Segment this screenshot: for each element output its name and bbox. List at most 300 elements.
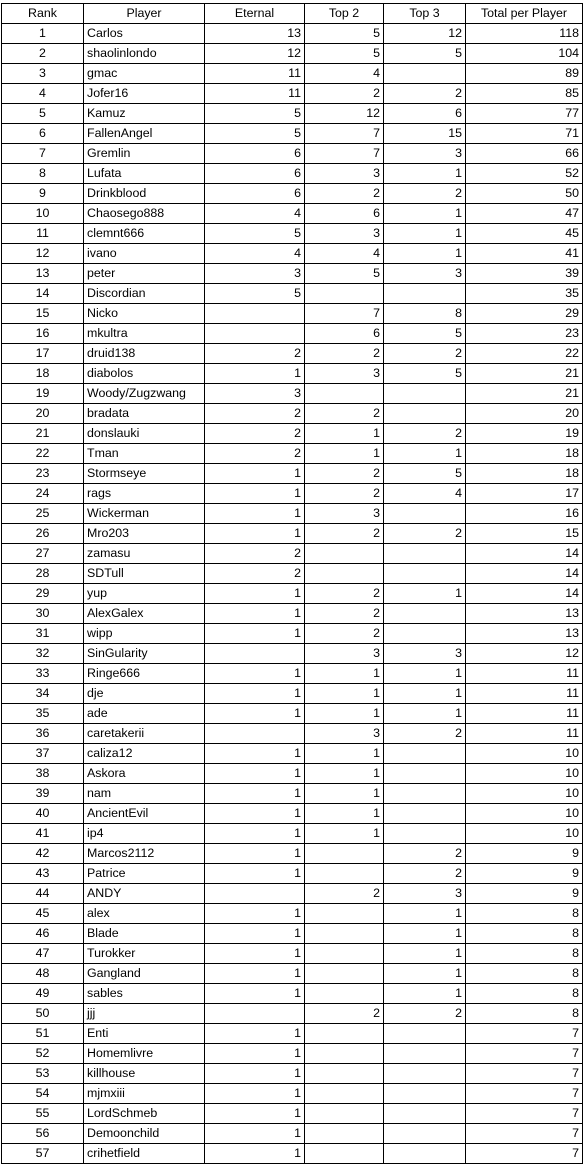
top3-cell: 2 [384,524,466,544]
top3-cell: 5 [384,44,466,64]
rank-cell: 57 [2,1144,84,1164]
total-cell: 35 [466,284,583,304]
total-cell: 104 [466,44,583,64]
total-cell: 7 [466,1104,583,1124]
player-cell: Turokker [84,944,205,964]
rank-cell: 46 [2,924,84,944]
top3-cell: 1 [384,964,466,984]
top3-cell [384,804,466,824]
top2-cell: 7 [305,304,384,324]
table-row [2,384,583,404]
table-row [2,24,583,44]
player-cell: caliza12 [84,744,205,764]
top3-cell [384,284,466,304]
top3-cell: 2 [384,84,466,104]
eternal-cell: 6 [205,144,305,164]
player-cell: druid138 [84,344,205,364]
eternal-cell: 1 [205,664,305,684]
table-row [2,564,583,584]
top3-cell: 1 [384,584,466,604]
player-cell: sables [84,984,205,1004]
top3-cell: 3 [384,884,466,904]
top2-cell: 4 [305,64,384,84]
player-cell: mjmxiii [84,1084,205,1104]
top2-cell [305,1064,384,1084]
header-total: Total per Player [466,4,583,24]
top2-cell: 2 [305,584,384,604]
rank-cell: 24 [2,484,84,504]
eternal-cell: 1 [205,864,305,884]
player-cell: Askora [84,764,205,784]
rank-cell: 19 [2,384,84,404]
eternal-cell: 11 [205,84,305,104]
rank-cell: 1 [2,24,84,44]
rank-cell: 4 [2,84,84,104]
player-cell: bradata [84,404,205,424]
player-cell: wipp [84,624,205,644]
table-row [2,824,583,844]
rank-cell: 14 [2,284,84,304]
player-cell: SDTull [84,564,205,584]
top2-cell [305,964,384,984]
top3-cell: 8 [384,304,466,324]
table-row [2,164,583,184]
rank-cell: 32 [2,644,84,664]
rank-cell: 51 [2,1024,84,1044]
top2-cell: 6 [305,204,384,224]
table-row [2,404,583,424]
total-cell: 8 [466,984,583,1004]
player-cell: FallenAngel [84,124,205,144]
eternal-cell: 6 [205,164,305,184]
rank-cell: 6 [2,124,84,144]
table-row [2,184,583,204]
eternal-cell: 3 [205,384,305,404]
total-cell: 45 [466,224,583,244]
total-cell: 10 [466,744,583,764]
player-cell: Gremlin [84,144,205,164]
top2-cell: 1 [305,804,384,824]
rank-cell: 21 [2,424,84,444]
top2-cell: 4 [305,244,384,264]
header-row [2,4,583,24]
top2-cell: 2 [305,524,384,544]
rank-cell: 54 [2,1084,84,1104]
player-cell: crihetfield [84,1144,205,1164]
eternal-cell: 1 [205,484,305,504]
top2-cell: 7 [305,124,384,144]
table-row [2,464,583,484]
table-row [2,684,583,704]
rank-cell: 31 [2,624,84,644]
rank-cell: 35 [2,704,84,724]
player-cell: Jofer16 [84,84,205,104]
total-cell: 41 [466,244,583,264]
eternal-cell: 2 [205,544,305,564]
top2-cell: 2 [305,344,384,364]
eternal-cell: 1 [205,1044,305,1064]
top3-cell [384,1104,466,1124]
eternal-cell: 1 [205,804,305,824]
rank-cell: 27 [2,544,84,564]
table-row [2,64,583,84]
player-cell: Enti [84,1024,205,1044]
rank-cell: 34 [2,684,84,704]
player-cell: shaolinlondo [84,44,205,64]
eternal-cell: 6 [205,184,305,204]
eternal-cell: 1 [205,844,305,864]
eternal-cell: 1 [205,604,305,624]
total-cell: 21 [466,384,583,404]
eternal-cell: 1 [205,1064,305,1084]
top2-cell [305,284,384,304]
total-cell: 8 [466,964,583,984]
rank-cell: 56 [2,1124,84,1144]
header-eternal: Eternal [205,4,305,24]
top2-cell: 12 [305,104,384,124]
top2-cell [305,544,384,564]
total-cell: 11 [466,724,583,744]
eternal-cell: 1 [205,824,305,844]
top2-cell: 2 [305,1004,384,1024]
rank-cell: 12 [2,244,84,264]
total-cell: 7 [466,1124,583,1144]
rank-cell: 16 [2,324,84,344]
rank-cell: 41 [2,824,84,844]
total-cell: 8 [466,944,583,964]
table-row [2,84,583,104]
eternal-cell: 1 [205,904,305,924]
top2-cell: 2 [305,604,384,624]
top3-cell: 1 [384,904,466,924]
rank-cell: 38 [2,764,84,784]
top3-cell [384,1124,466,1144]
top3-cell [384,544,466,564]
total-cell: 18 [466,444,583,464]
top3-cell: 5 [384,364,466,384]
table-row [2,484,583,504]
table-row [2,364,583,384]
table-row [2,864,583,884]
player-cell: rags [84,484,205,504]
eternal-cell [205,724,305,744]
top2-cell [305,1124,384,1144]
total-cell: 7 [466,1144,583,1164]
top3-cell: 1 [384,984,466,1004]
total-cell: 14 [466,564,583,584]
rank-cell: 48 [2,964,84,984]
table-row [2,644,583,664]
top3-cell: 3 [384,264,466,284]
total-cell: 21 [466,364,583,384]
top3-cell: 4 [384,484,466,504]
table-row [2,144,583,164]
top2-cell: 2 [305,884,384,904]
player-cell: alex [84,904,205,924]
table-row [2,604,583,624]
top2-cell: 5 [305,24,384,44]
top3-cell: 15 [384,124,466,144]
top2-cell [305,844,384,864]
table-row [2,584,583,604]
top3-cell: 6 [384,104,466,124]
top3-cell: 2 [384,424,466,444]
top3-cell: 1 [384,164,466,184]
rank-cell: 26 [2,524,84,544]
table-row [2,444,583,464]
eternal-cell: 1 [205,464,305,484]
eternal-cell: 2 [205,404,305,424]
rank-cell: 44 [2,884,84,904]
rank-cell: 8 [2,164,84,184]
eternal-cell [205,644,305,664]
top3-cell [384,384,466,404]
top3-cell: 2 [384,184,466,204]
total-cell: 9 [466,844,583,864]
table-row [2,1104,583,1124]
header-player: Player [84,4,205,24]
table-row [2,544,583,564]
top3-cell: 1 [384,704,466,724]
table-row [2,204,583,224]
player-cell: ANDY [84,884,205,904]
player-cell: SinGularity [84,644,205,664]
top2-cell: 1 [305,704,384,724]
player-cell: Kamuz [84,104,205,124]
player-cell: peter [84,264,205,284]
top2-cell [305,944,384,964]
total-cell: 10 [466,784,583,804]
rank-cell: 22 [2,444,84,464]
rank-cell: 23 [2,464,84,484]
player-cell: Patrice [84,864,205,884]
top2-cell: 3 [305,364,384,384]
table-row [2,664,583,684]
table-row [2,104,583,124]
table-row [2,524,583,544]
eternal-cell: 1 [205,784,305,804]
table-row [2,944,583,964]
top3-cell [384,564,466,584]
eternal-cell: 1 [205,704,305,724]
player-cell: jjj [84,1004,205,1024]
player-cell: Carlos [84,24,205,44]
rank-cell: 43 [2,864,84,884]
player-cell: Gangland [84,964,205,984]
top3-cell [384,1064,466,1084]
total-cell: 23 [466,324,583,344]
player-cell: diabolos [84,364,205,384]
player-cell: Demoonchild [84,1124,205,1144]
top2-cell: 2 [305,624,384,644]
rank-cell: 3 [2,64,84,84]
table-row [2,924,583,944]
eternal-cell: 11 [205,64,305,84]
header-top3: Top 3 [384,4,466,24]
top3-cell: 2 [384,864,466,884]
player-cell: Nicko [84,304,205,324]
table-row [2,784,583,804]
top2-cell: 1 [305,444,384,464]
top3-cell [384,1044,466,1064]
top3-cell [384,1024,466,1044]
top2-cell: 7 [305,144,384,164]
table-row [2,324,583,344]
table-body [2,24,583,1164]
total-cell: 9 [466,864,583,884]
total-cell: 13 [466,624,583,644]
top3-cell: 1 [384,664,466,684]
eternal-cell: 1 [205,1084,305,1104]
table-row [2,1004,583,1024]
rank-cell: 7 [2,144,84,164]
table-row [2,1024,583,1044]
table-row [2,284,583,304]
total-cell: 77 [466,104,583,124]
player-cell: clemnt666 [84,224,205,244]
table-row [2,984,583,1004]
eternal-cell [205,304,305,324]
top3-cell [384,404,466,424]
top2-cell [305,924,384,944]
total-cell: 66 [466,144,583,164]
rank-cell: 9 [2,184,84,204]
total-cell: 18 [466,464,583,484]
top3-cell: 5 [384,464,466,484]
eternal-cell: 5 [205,124,305,144]
total-cell: 14 [466,544,583,564]
top3-cell [384,764,466,784]
rank-cell: 37 [2,744,84,764]
eternal-cell: 1 [205,984,305,1004]
player-cell: ade [84,704,205,724]
rank-cell: 47 [2,944,84,964]
top2-cell: 1 [305,784,384,804]
eternal-cell: 1 [205,524,305,544]
rank-cell: 18 [2,364,84,384]
top3-cell [384,824,466,844]
table-row [2,264,583,284]
table-row [2,304,583,324]
top2-cell [305,1044,384,1064]
top2-cell: 2 [305,84,384,104]
rank-cell: 29 [2,584,84,604]
total-cell: 14 [466,584,583,604]
top3-cell: 2 [384,844,466,864]
rank-cell: 5 [2,104,84,124]
player-cell: yup [84,584,205,604]
eternal-cell: 1 [205,924,305,944]
top3-cell: 1 [384,444,466,464]
top3-cell: 1 [384,224,466,244]
top2-cell [305,904,384,924]
top3-cell: 1 [384,684,466,704]
eternal-cell: 2 [205,444,305,464]
eternal-cell: 2 [205,424,305,444]
player-cell: ivano [84,244,205,264]
top2-cell: 3 [305,644,384,664]
rank-cell: 30 [2,604,84,624]
rank-cell: 50 [2,1004,84,1024]
player-cell: mkultra [84,324,205,344]
player-cell: Ringe666 [84,664,205,684]
total-cell: 22 [466,344,583,364]
eternal-cell: 13 [205,24,305,44]
top2-cell: 5 [305,44,384,64]
total-cell: 47 [466,204,583,224]
table-row [2,1044,583,1064]
player-cell: Marcos2112 [84,844,205,864]
eternal-cell: 1 [205,1144,305,1164]
table-row [2,1144,583,1164]
table-row [2,844,583,864]
table-row [2,224,583,244]
rank-cell: 49 [2,984,84,1004]
total-cell: 10 [466,764,583,784]
total-cell: 89 [466,64,583,84]
top2-cell: 3 [305,224,384,244]
eternal-cell [205,324,305,344]
total-cell: 7 [466,1084,583,1104]
rank-cell: 2 [2,44,84,64]
top2-cell: 2 [305,184,384,204]
table-row [2,904,583,924]
total-cell: 29 [466,304,583,324]
total-cell: 10 [466,804,583,824]
player-cell: killhouse [84,1064,205,1084]
rank-cell: 13 [2,264,84,284]
top3-cell: 2 [384,724,466,744]
total-cell: 17 [466,484,583,504]
rank-cell: 39 [2,784,84,804]
player-cell: Drinkblood [84,184,205,204]
rank-cell: 42 [2,844,84,864]
top3-cell [384,744,466,764]
top2-cell [305,564,384,584]
table-row [2,1064,583,1084]
total-cell: 15 [466,524,583,544]
top2-cell: 1 [305,764,384,784]
rank-cell: 45 [2,904,84,924]
rank-cell: 20 [2,404,84,424]
eternal-cell: 3 [205,264,305,284]
total-cell: 118 [466,24,583,44]
total-cell: 9 [466,884,583,904]
player-cell: Mro203 [84,524,205,544]
player-cell: zamasu [84,544,205,564]
total-cell: 71 [466,124,583,144]
player-cell: Woody/Zugzwang [84,384,205,404]
eternal-cell: 5 [205,284,305,304]
total-cell: 10 [466,824,583,844]
eternal-cell: 4 [205,244,305,264]
top2-cell: 1 [305,744,384,764]
rank-cell: 52 [2,1044,84,1064]
player-cell: Wickerman [84,504,205,524]
table-row [2,884,583,904]
eternal-cell: 1 [205,764,305,784]
rank-cell: 15 [2,304,84,324]
eternal-cell: 1 [205,1104,305,1124]
top3-cell: 12 [384,24,466,44]
player-cell: Stormseye [84,464,205,484]
eternal-cell: 4 [205,204,305,224]
table-row [2,424,583,444]
eternal-cell: 1 [205,944,305,964]
rank-cell: 36 [2,724,84,744]
table-row [2,244,583,264]
eternal-cell: 1 [205,964,305,984]
